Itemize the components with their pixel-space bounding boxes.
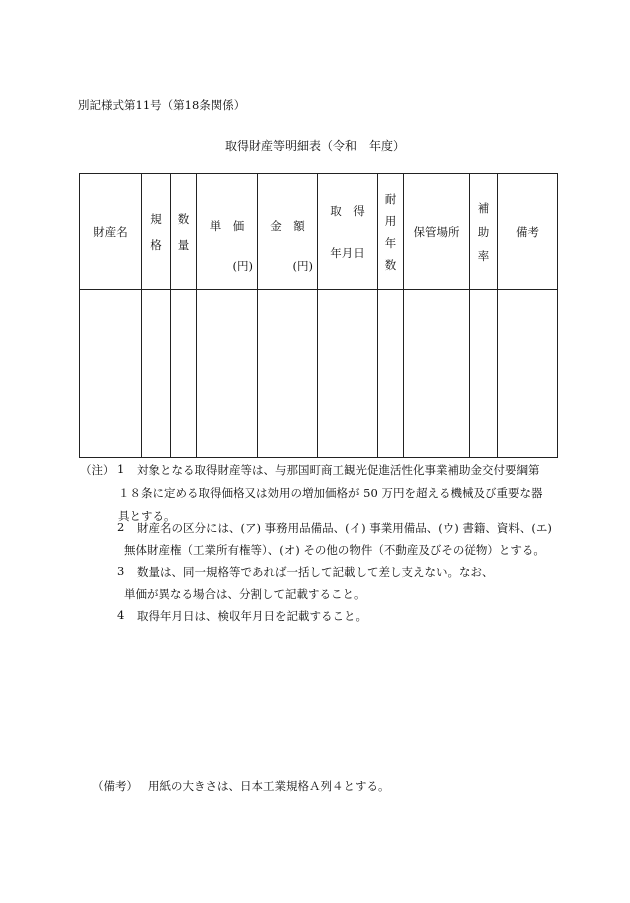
header-unit-price: 単 価 (円) xyxy=(197,174,258,290)
note-3-line-2: 単価が異なる場合は、分割して記載すること。 xyxy=(124,587,366,601)
header-subsidy-rate: 補 助 率 xyxy=(470,174,498,290)
note-1-number: 1 xyxy=(117,462,125,476)
header-quantity: 数 量 xyxy=(171,174,197,290)
remark-label: （備考） xyxy=(92,779,138,793)
header-acquisition-date: 取 得 年月日 xyxy=(318,174,378,290)
form-number: 別記様式第11号（第18条関係） xyxy=(78,98,246,112)
cell-remarks[interactable] xyxy=(498,290,558,458)
note-4-line-1: 取得年月日は、検収年月日を記載すること。 xyxy=(137,609,367,623)
note-2-line-1: 財産名の区分には、(ア) 事務用品備品、(イ) 事業用備品、(ウ) 書籍、資料、(エ) xyxy=(137,521,552,535)
header-spec: 規 格 xyxy=(142,174,171,290)
note-1-line-1: 対象となる取得財産等は、与那国町商工観光促進活性化事業補助金交付要綱第 xyxy=(137,463,540,477)
cell-storage-location[interactable] xyxy=(404,290,470,458)
note-3-line-1: 数量は、同一規格等であれば一括して記載して差し支えない。なお、 xyxy=(137,565,494,579)
cell-property-name[interactable] xyxy=(80,290,142,458)
note-3-number: 3 xyxy=(117,564,125,578)
property-ledger-table xyxy=(79,173,558,458)
cell-amount[interactable] xyxy=(258,290,318,458)
header-amount: 金 額 (円) xyxy=(258,174,318,290)
cell-unit-price[interactable] xyxy=(197,290,258,458)
cell-spec[interactable] xyxy=(142,290,171,458)
header-property-name: 財産名 xyxy=(80,174,142,290)
table-header-row xyxy=(80,174,558,290)
cell-quantity[interactable] xyxy=(171,290,197,458)
note-1-line-3: 具とする。 xyxy=(118,509,176,523)
cell-acquisition-date[interactable] xyxy=(318,290,378,458)
header-remarks: 備考 xyxy=(498,174,558,290)
amount-unit: (円) xyxy=(292,259,313,273)
note-2-number: 2 xyxy=(117,520,125,534)
header-storage-location: 保管場所 xyxy=(404,174,470,290)
note-1-line-2: １８条に定める取得価格又は効用の増加価格が 50 万円を超える機械及び重要な器 xyxy=(118,486,543,500)
header-useful-life: 耐 用 年 数 xyxy=(378,174,404,290)
remark-text: 用紙の大きさは、日本工業規格Ａ列４とする。 xyxy=(148,779,390,793)
notes-label: （注） xyxy=(80,463,115,477)
cell-useful-life[interactable] xyxy=(378,290,404,458)
note-4-number: 4 xyxy=(117,608,125,622)
unit-price-unit: (円) xyxy=(232,259,253,273)
table-entry-row xyxy=(80,290,558,458)
note-2-line-2: 無体財産権（工業所有権等）、(オ) その他の物件（不動産及びその従物）とする。 xyxy=(124,543,545,557)
cell-subsidy-rate[interactable] xyxy=(470,290,498,458)
document-title: 取得財産等明細表（令和 年度） xyxy=(224,139,405,153)
